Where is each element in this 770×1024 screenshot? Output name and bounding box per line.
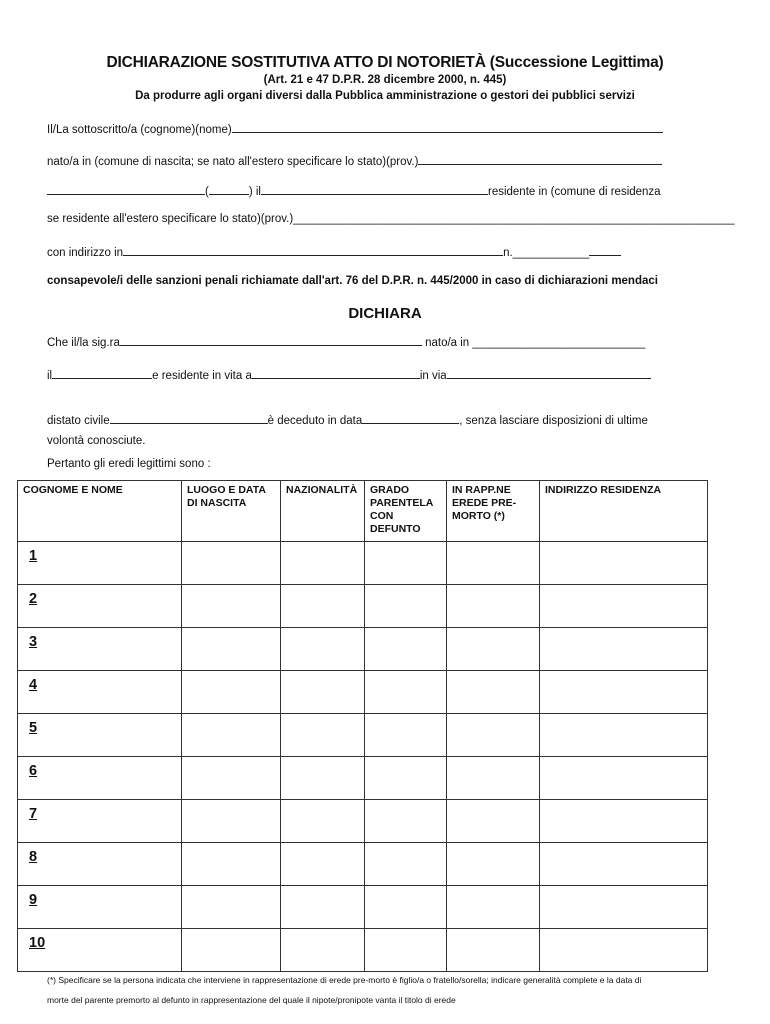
heir-birth-cell[interactable] [182,843,281,886]
row-number: 1 [29,548,38,564]
heir-representation-cell[interactable] [447,542,540,585]
heir-birth-cell[interactable] [182,542,281,585]
heir-nationality-cell[interactable] [281,671,365,714]
table-row [18,929,708,972]
death-date-field[interactable] [362,412,459,424]
heir-birth-cell[interactable] [182,714,281,757]
deceased-birth-date-field[interactable] [52,367,152,379]
heir-nationality-cell[interactable] [281,800,365,843]
declarant-name-field[interactable] [232,121,663,133]
heir-name-cell[interactable] [18,843,182,886]
row-number: 6 [29,763,38,779]
deceased-name-label: Che il/la sig.ra [47,337,120,349]
foreign-residence-field[interactable]: _____________________________________________________________________ [293,213,735,225]
heir-representation-cell[interactable] [447,757,540,800]
birthplace-field[interactable] [418,153,662,165]
row-number: 10 [29,935,46,951]
heir-name-cell[interactable] [18,542,182,585]
table-row [18,800,708,843]
heir-birth-cell[interactable] [182,628,281,671]
purpose-note: Da produrre agli organi diversi dalla Pubblica amministrazione o gestori dei pubblici servizi [135,90,635,102]
heir-nationality-cell[interactable] [281,929,365,972]
house-number-field[interactable]: ____________ [512,247,590,259]
deceased-street-field[interactable] [447,367,651,379]
address-line [47,244,621,259]
heir-representation-cell[interactable] [447,886,540,929]
deceased-name-field[interactable] [120,334,422,346]
civil-status-label: distato civile [47,415,110,427]
house-number-field-ext[interactable] [589,244,621,256]
table-row [18,628,708,671]
birth-date-field[interactable] [261,183,488,195]
row-number: 9 [29,892,38,908]
civil-status-line [47,412,648,427]
law-reference: (Art. 21 e 47 D.P.R. 28 dicembre 2000, n. 445) [263,74,507,86]
deceased-birthplace-label: nato/a in [425,337,470,349]
col-header-kinship: GRADO PARENTELA CON DEFUNTO [365,481,447,542]
residence-label: residente in (comune di residenza [487,186,661,198]
heir-name-cell[interactable] [18,757,182,800]
table-row [18,714,708,757]
heir-nationality-cell[interactable] [281,757,365,800]
declarant-name-line [47,121,663,136]
row-number: 4 [29,677,38,693]
declarant-name-label: Il/La sottoscritto/a (cognome)(nome) [47,124,232,136]
col-header-nationality: NAZIONALITÀ [281,481,365,542]
row-number: 5 [29,720,38,736]
will-continuation: volontà conosciute. [47,435,146,447]
heir-representation-cell[interactable] [447,671,540,714]
birthplace-label: nato/a in (comune di nascita; se nato all'estero specificare lo stato)(prov.) [47,156,419,168]
paren-open: ( [205,186,209,198]
heir-address-cell[interactable] [540,671,708,714]
deceased-birthplace-field[interactable]: ___________________________ [472,337,646,349]
heir-representation-cell[interactable] [447,628,540,671]
deceased-street-label: in via [419,370,447,382]
row-number: 8 [29,849,38,865]
heir-kinship-cell[interactable] [365,714,447,757]
foreign-residence-label: se residente all'estero specificare lo stato)(prov.) [47,213,294,225]
heir-kinship-cell[interactable] [365,886,447,929]
heir-representation-cell[interactable] [447,843,540,886]
birth-date-residence-line [47,183,661,198]
heir-kinship-cell[interactable] [365,585,447,628]
heir-address-cell[interactable] [540,585,708,628]
heir-address-cell[interactable] [540,800,708,843]
heir-nationality-cell[interactable] [281,843,365,886]
row-number: 2 [29,591,38,607]
heir-name-cell[interactable] [18,886,182,929]
row-number: 3 [29,634,38,650]
heir-nationality-cell[interactable] [281,886,365,929]
heir-birth-cell[interactable] [182,585,281,628]
heir-kinship-cell[interactable] [365,757,447,800]
no-will-text: , senza lasciare disposizioni di ultime [459,415,648,427]
heir-birth-cell[interactable] [182,886,281,929]
civil-status-field[interactable] [110,412,268,424]
heir-representation-cell[interactable] [447,800,540,843]
birth-city-field[interactable] [47,183,205,195]
col-header-address: INDIRIZZO RESIDENZA [540,481,708,542]
deceased-residence-field[interactable] [252,367,420,379]
death-date-label: è deceduto in data [267,415,363,427]
table-row [18,542,708,585]
heir-kinship-cell[interactable] [365,628,447,671]
col-header-birth: LUOGO E DATA DI NASCITA [182,481,281,542]
footnote-line-2: morte del parente premorto al defunto in rappresentazione del quale il nipote/pronipote vanta il titolo di erede [47,995,456,1005]
heir-name-cell[interactable] [18,671,182,714]
heir-address-cell[interactable] [540,714,708,757]
address-field[interactable] [123,244,503,256]
heir-kinship-cell[interactable] [365,800,447,843]
heir-name-cell[interactable] [18,714,182,757]
heir-address-cell[interactable] [540,542,708,585]
heir-name-cell[interactable] [18,628,182,671]
col-header-representation: IN RAPP.NE EREDE PRE-MORTO (*) [447,481,540,542]
heir-name-cell[interactable] [18,585,182,628]
heir-address-cell[interactable] [540,628,708,671]
table-row [18,671,708,714]
table-row [18,843,708,886]
awareness-statement: consapevole/i delle sanzioni penali richiamate dall'art. 76 del D.P.R. n. 445/2000 in caso di dichiarazioni mendaci [47,275,658,287]
dichiara-heading: DICHIARA [348,305,422,322]
heir-kinship-cell[interactable] [365,542,447,585]
heir-name-cell[interactable] [18,929,182,972]
table-row [18,886,708,929]
table-row [18,585,708,628]
deceased-residence-label: e residente in vita a [152,370,252,382]
deceased-name-line [47,334,645,349]
heir-birth-cell[interactable] [182,757,281,800]
row-number: 7 [29,806,38,822]
birth-date-label: ) il [248,186,261,198]
heir-name-cell[interactable] [18,800,182,843]
heir-nationality-cell[interactable] [281,585,365,628]
deceased-birth-date-label: il [47,370,53,382]
heirs-table [17,480,708,972]
footnote-line-1: (*) Specificare se la persona indicata che interviene in rappresentazione di erede pre-morto è figlio/a o fratello/sorella; indicare generalità complete e la data di [47,975,642,985]
heirs-table-header [18,481,708,542]
table-row [18,757,708,800]
heir-representation-cell[interactable] [447,929,540,972]
heir-kinship-cell[interactable] [365,843,447,886]
heir-nationality-cell[interactable] [281,714,365,757]
birthplace-line [47,153,662,168]
heir-address-cell[interactable] [540,757,708,800]
heir-nationality-cell[interactable] [281,542,365,585]
address-label: con indirizzo in [47,247,124,259]
heir-kinship-cell[interactable] [365,671,447,714]
deceased-residence-line [47,367,651,382]
house-number-label: n. [503,247,513,259]
document-title: DICHIARAZIONE SOSTITUTIVA ATTO DI NOTORIETÀ (Successione Legittima) [106,54,664,71]
heir-kinship-cell[interactable] [365,929,447,972]
birth-province-field[interactable] [209,183,249,195]
heir-address-cell[interactable] [540,886,708,929]
heir-birth-cell[interactable] [182,800,281,843]
col-header-name: COGNOME E NOME [18,481,182,542]
heir-nationality-cell[interactable] [281,628,365,671]
heir-birth-cell[interactable] [182,929,281,972]
heir-birth-cell[interactable] [182,671,281,714]
heir-representation-cell[interactable] [447,585,540,628]
heir-address-cell[interactable] [540,843,708,886]
foreign-residence-line [47,213,735,225]
heirs-intro: Pertanto gli eredi legittimi sono : [47,458,211,470]
heir-representation-cell[interactable] [447,714,540,757]
heir-address-cell[interactable] [540,929,708,972]
